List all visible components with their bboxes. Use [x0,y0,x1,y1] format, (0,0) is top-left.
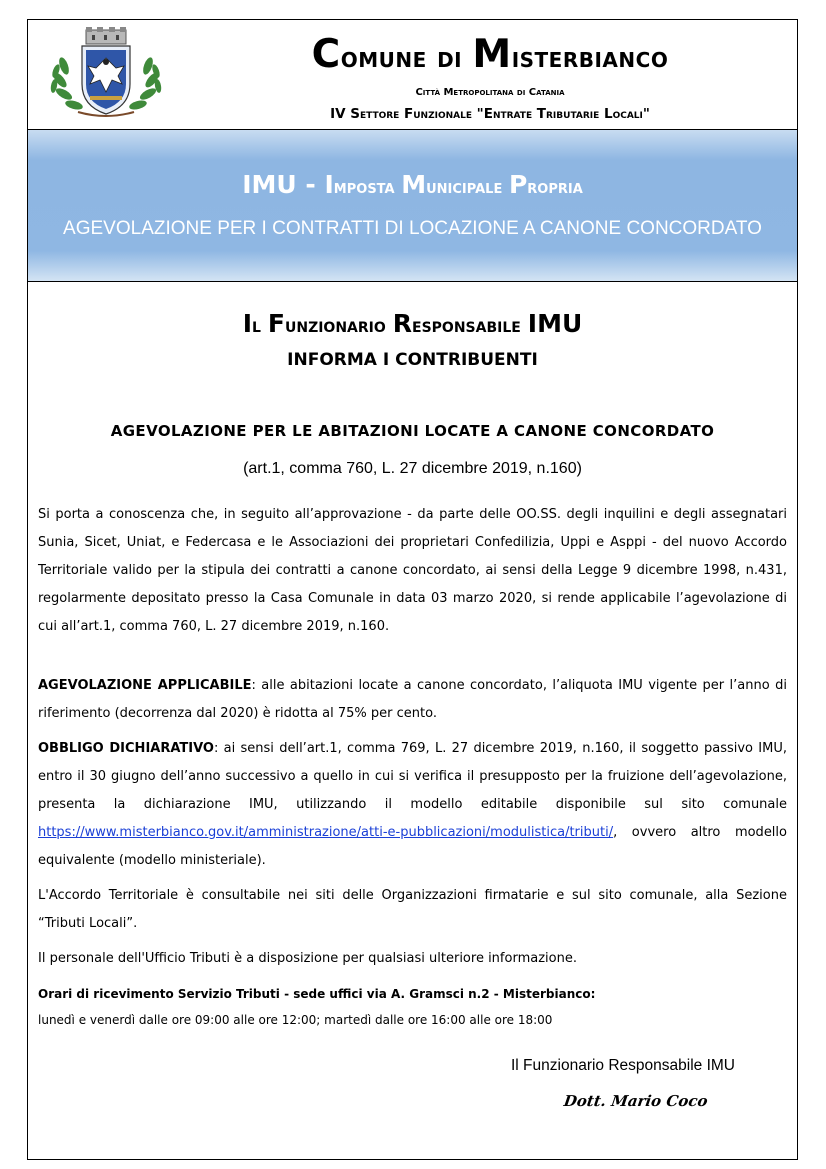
city-subtitle: Città Metropolitana di Catania [415,87,565,98]
sector-subtitle: IV Settore Funzionale "Entrate Tributarie Locali" [330,106,650,122]
comune-title: Comune di Misterbianco [311,32,669,77]
obbligo-label: OBBLIGO DICHIARATIVO [38,741,214,756]
banner-subtitle: AGEVOLAZIONE PER I CONTRATTI DI LOCAZIONE A CANONE CONCORDATO [63,218,762,239]
paragraph-agevolazione: AGEVOLAZIONE APPLICABILE: alle abitazioni locate a canone concordato, l’aliquota IMU vigente per l’anno di riferimento (decorrenza dal 2020) è ridotta al 75% per cento. [38,678,787,721]
office-hours [38,981,787,1033]
document-frame [27,19,798,1160]
legal-reference: (art.1, comma 760, L. 27 dicembre 2019, n.160) [243,460,582,477]
informa-heading: INFORMA I CONTRIBUENTI [287,350,538,370]
signature-name: Dott. Mario Coco [562,1092,709,1110]
agevolazione-label: AGEVOLAZIONE APPLICABILE [38,678,252,693]
title-banner [28,130,797,282]
official-heading: Il Funzionario Responsabile IMU [242,309,583,338]
office-hours-text: lunedì e venerdì dalle ore 09:00 alle ore 12:00; martedì dalle ore 16:00 alle ore 18:00 [38,1013,553,1027]
paragraph-intro: Si porta a conoscenza che, in seguito all’approvazione - da parte delle OO.SS. degli inquilini e degli assegnatari Sunia, Sicet, Uniat, e Federcasa e le Associazioni dei proprietari Confedilizia, Uppi e Asppi - del nuovo Accordo Territoriale valido per la stipula dei contratti a canone concordato, ai sensi della Legge 9 dicembre 1998, n.431, regolarmente depositato presso la Casa Comunale in data 03 marzo 2020, si rende applicabile l’agevolazione di cui all’art.1, comma 760, L. 27 dicembre 2019, n.160. [38,507,787,634]
office-hours-title: Orari di ricevimento Servizio Tributi - sede uffici via A. Gramsci n.2 - Misterbianco: [38,987,596,1001]
paragraph-personale: Il personale dell'Ufficio Tributi è a disposizione per qualsiasi ulteriore informazione. [38,951,577,966]
paragraph-accordo: L'Accordo Territoriale è consultabile nei siti delle Organizzazioni firmatarie e sul sito comunale, alla Sezione “Tributi Locali”. [38,888,787,931]
banner-title: IMU - Imposta Municipale Propria [242,170,583,199]
modulistica-link[interactable]: https://www.misterbianco.gov.it/amministrazione/atti-e-pubblicazioni/modulistica/tributi/ [38,825,614,840]
signature-role: Il Funzionario Responsabile IMU [511,1057,735,1074]
paragraph-obbligo: OBBLIGO DICHIARATIVO: ai sensi dell’art.1, comma 769, L. 27 dicembre 2019, n.160, il soggetto passivo IMU, entro il 30 giugno dell’anno successivo a quello in cui si verifica il presupposto per la fruizione dell’agevolazione, presenta la dichiarazione IMU, utilizzando il modello editabile disponibile sul sito comunale https://www.misterbianco.gov.it/amministrazione/atti-e-pubblicazioni/modulistica/tributi/, ovvero altro modello equivalente (modello ministeriale). [38,741,787,868]
agevolazione-heading: AGEVOLAZIONE PER LE ABITAZIONI LOCATE A CANONE CONCORDATO [110,422,715,440]
header [28,20,797,130]
